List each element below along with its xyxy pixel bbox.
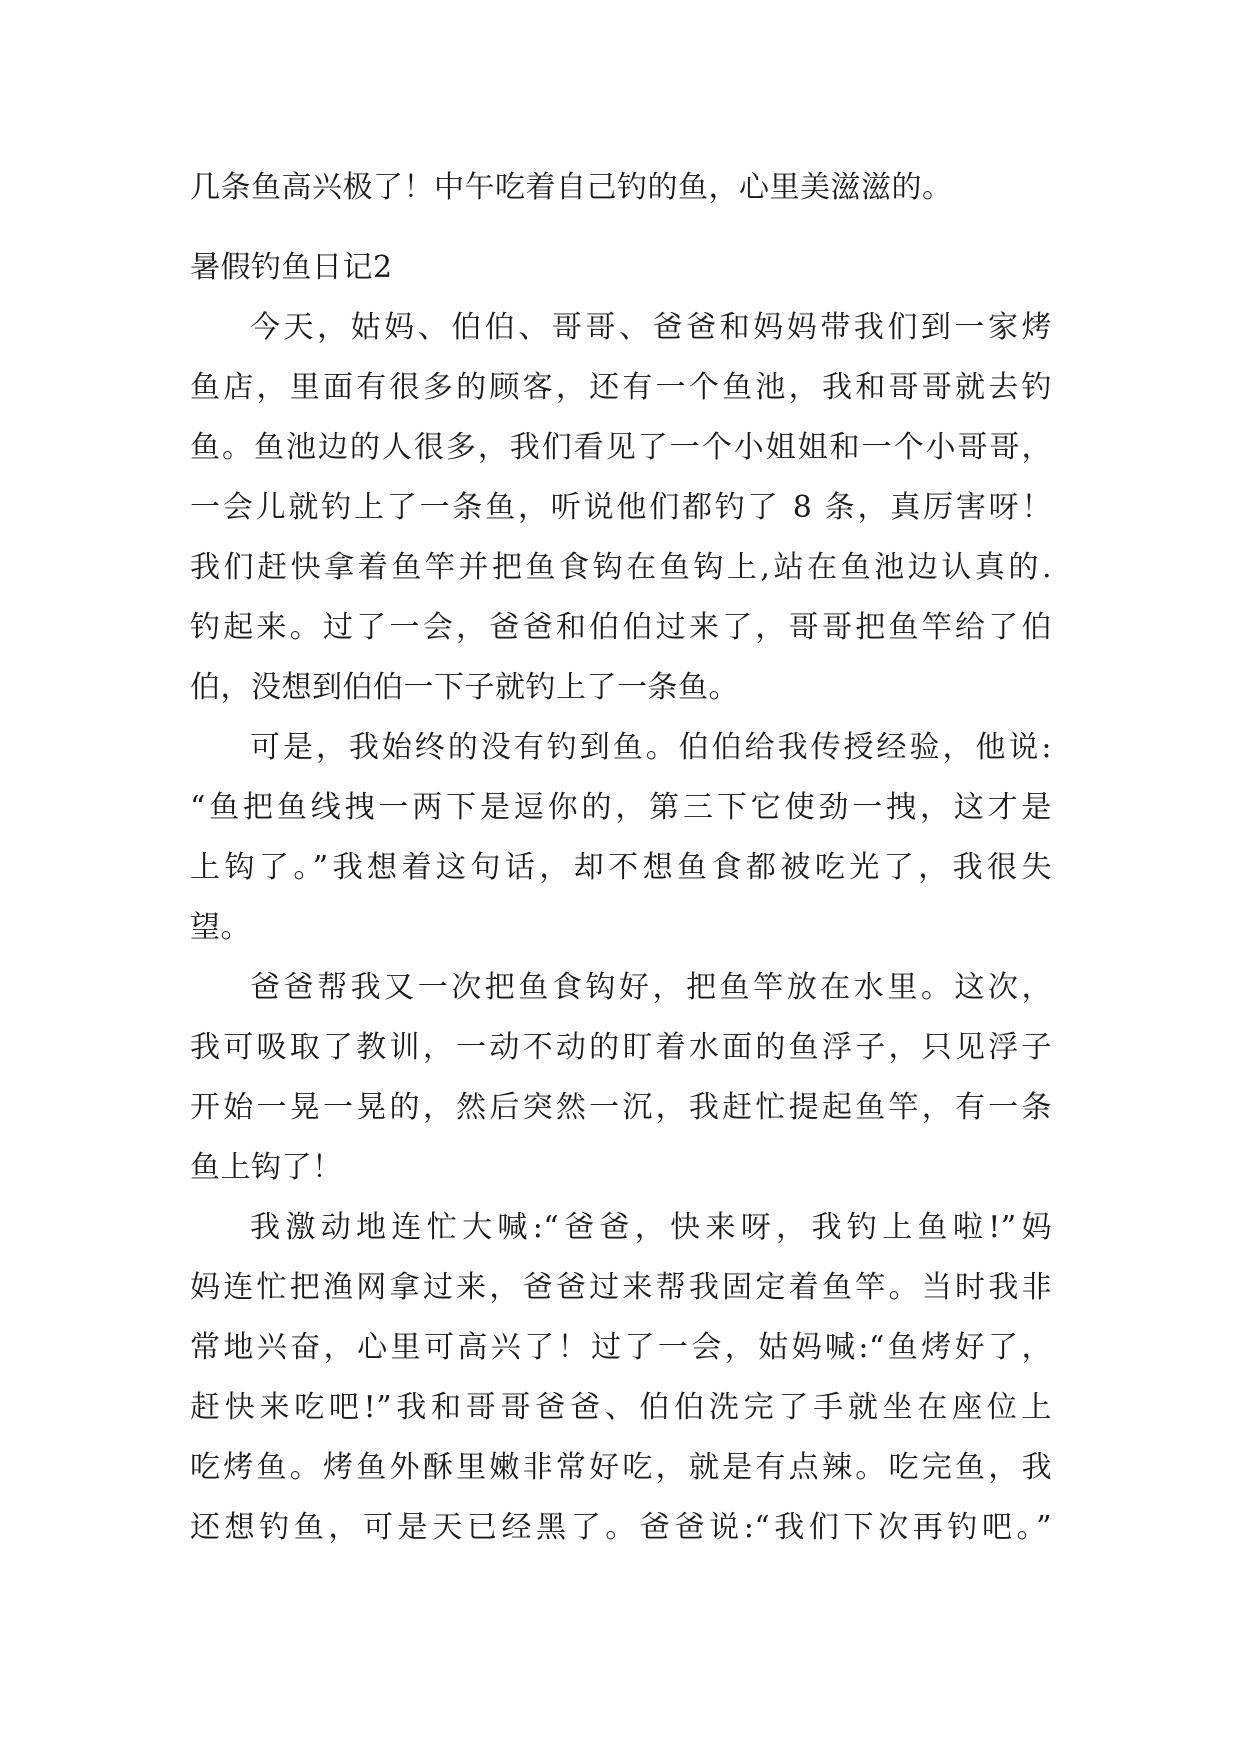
paragraph-line: 鱼店，里面有很多的顾客，还有一个鱼池，我和哥哥就去钓 bbox=[190, 370, 1052, 405]
paragraph-line: 鱼上钩了！ bbox=[190, 1150, 343, 1185]
paragraph-line: “鱼把鱼线拽一两下是逗你的，第三下它使劲一拽，这才是 bbox=[190, 790, 1052, 825]
paragraph-line: 我可吸取了教训，一动不动的盯着水面的鱼浮子，只见浮子 bbox=[190, 1030, 1052, 1065]
paragraph-3 bbox=[190, 958, 1052, 1198]
section-gap bbox=[190, 218, 1052, 238]
paragraph-line: 妈连忙把渔网拿过来，爸爸过来帮我固定着鱼竿。当时我非 bbox=[190, 1270, 1052, 1305]
paragraph-line: 我们赶快拿着鱼竿并把鱼食钩在鱼钩上,站在鱼池边认真的. bbox=[190, 550, 1052, 585]
paragraph-1 bbox=[190, 298, 1052, 718]
intro-tail-line: 几条鱼高兴极了！中午吃着自己钓的鱼，心里美滋滋的。 bbox=[190, 170, 953, 205]
paragraph-line: 常地兴奋，心里可高兴了！过了一会，姑妈喊:“鱼烤好了， bbox=[190, 1330, 1052, 1365]
paragraph-line: 开始一晃一晃的，然后突然一沉，我赶忙提起鱼竿，有一条 bbox=[190, 1090, 1052, 1125]
paragraph-line: 还想钓鱼，可是天已经黑了。爸爸说:“我们下次再钓吧。” bbox=[190, 1510, 1052, 1545]
paragraph-2 bbox=[190, 718, 1052, 958]
paragraph-line: 钓起来。过了一会，爸爸和伯伯过来了，哥哥把鱼竿给了伯 bbox=[190, 610, 1052, 645]
paragraph-line: 我激动地连忙大喊:“爸爸，快来呀，我钓上鱼啦!”妈 bbox=[250, 1210, 1052, 1245]
paragraph-line: 伯，没想到伯伯一下子就钓上了一条鱼。 bbox=[190, 670, 739, 705]
paragraph-line: 望。 bbox=[190, 910, 251, 945]
paragraph-line: 鱼。鱼池边的人很多，我们看见了一个小姐姐和一个小哥哥， bbox=[190, 430, 1052, 465]
paragraph-line: 爸爸帮我又一次把鱼食钩好，把鱼竿放在水里。这次， bbox=[250, 970, 1052, 1005]
document-body bbox=[190, 158, 1052, 1558]
section-title: 暑假钓鱼日记2 bbox=[190, 250, 393, 285]
paragraph-line: 赶快来吃吧!”我和哥哥爸爸、伯伯洗完了手就坐在座位上 bbox=[190, 1390, 1052, 1425]
paragraph-line: 上钩了。”我想着这句话，却不想鱼食都被吃光了，我很失 bbox=[190, 850, 1052, 885]
paragraph-line: 今天，姑妈、伯伯、哥哥、爸爸和妈妈带我们到一家烤 bbox=[250, 310, 1052, 345]
paragraph-4 bbox=[190, 1198, 1052, 1558]
paragraph-line: 可是，我始终的没有钓到鱼。伯伯给我传授经验，他说: bbox=[250, 730, 1052, 765]
paragraph-line: 吃烤鱼。烤鱼外酥里嫩非常好吃，就是有点辣。吃完鱼，我 bbox=[190, 1450, 1052, 1485]
paragraph-line: 一会儿就钓上了一条鱼，听说他们都钓了 8 条，真厉害呀！ bbox=[190, 490, 1052, 525]
